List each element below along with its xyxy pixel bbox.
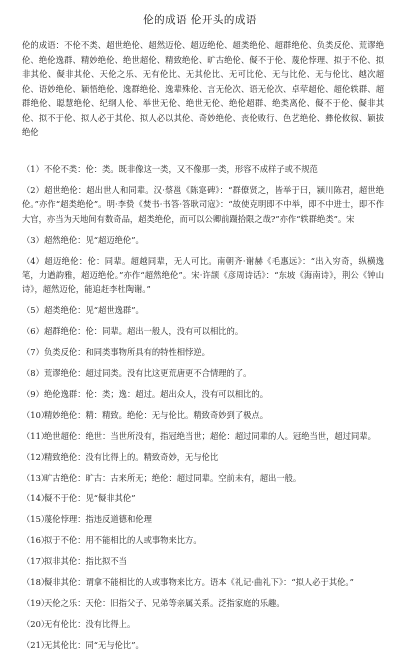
item-number: （4） <box>22 255 44 266</box>
item-number: （1） <box>22 164 44 174</box>
list-item <box>22 254 384 297</box>
item-number: （7） <box>22 347 44 358</box>
item-number: （8） <box>22 367 44 378</box>
item-text: 超世绝伦：超出世人和同辈。汉·蔡邕《陈寔碑》：“群僚贤之，皆举于曰，颍川陈君，超世绝伦。”亦作“超类绝伦”。明·李贽《焚书·书答·答耿司寇》：“故使克明即不中举，即不中进士，即不作大官，亦当为天地间有数奇品，超类绝伦，而可以公卿前蹑拾限之哉?”亦作“轶群绝类”。宋 <box>22 184 384 224</box>
item-text: 拟非其伦：指比拟不当 <box>44 556 127 567</box>
list-item <box>22 554 384 568</box>
item-number: （2） <box>22 184 44 195</box>
item-text: 绝伦逸群：伦：类；逸：超过。超出众人，没有可以相比的。 <box>44 388 269 399</box>
item-text: 负类反伦：和同类事物所具有的特性相悖逆。 <box>44 347 210 358</box>
item-text: 旷古绝伦：旷古：古来所无；绝伦：超过同辈。空前未有，超出一般。 <box>44 472 302 483</box>
item-text: 超类绝伦：见“超世逸群”。 <box>44 305 144 316</box>
item-number: （11） <box>22 430 50 441</box>
item-number: （9） <box>22 388 44 399</box>
item-number: （21） <box>22 639 50 650</box>
item-number: （3） <box>22 234 44 245</box>
list-item <box>22 512 384 526</box>
list-item <box>22 429 384 443</box>
list-item <box>22 471 384 485</box>
list-item <box>22 596 384 610</box>
list-item <box>22 162 384 176</box>
item-number: （5） <box>22 305 44 316</box>
list-item <box>22 617 384 631</box>
item-number: （13） <box>22 472 50 483</box>
item-number: （6） <box>22 326 44 337</box>
item-number: （20） <box>22 618 50 629</box>
list-item <box>22 638 384 652</box>
item-text: 无其伦比：同“无与伦比”。 <box>44 639 144 650</box>
item-text: 超群绝伦：伦：同辈。超出一般人，没有可以相比的。 <box>44 326 244 337</box>
page-title: 伦的成语 伦开头的成语 <box>143 14 257 26</box>
intro-paragraph <box>22 38 384 140</box>
item-text: 拟于不伦：用不能相比的人或事物来比方。 <box>44 535 202 546</box>
item-text: 超迈绝伦：伦：同辈。超越同辈，无人可比。南朝齐·谢赫《毛惠远》：“出入穷奇，纵横逸笔，力遒韵雅，超迈绝伦。”亦作“超然绝伦”。宋·许颉《彦周诗话》：“东坡《海南诗》，荆公《钟山诗》，超然迈伦，能追赶李杜陶谢。” <box>22 255 384 295</box>
list-item <box>22 233 384 247</box>
item-text: 无有伦比：没有比得上。 <box>44 618 136 629</box>
list-item <box>22 324 384 338</box>
list-item <box>22 575 384 589</box>
item-text: 超然绝伦：见“超迈绝伦”。 <box>44 234 144 245</box>
item-number: （10） <box>22 409 50 420</box>
item-number: （18） <box>22 577 50 588</box>
item-number: （16） <box>22 535 50 546</box>
definition-list <box>22 162 384 659</box>
item-text: 儗不于伦：见“儗非其伦” <box>44 493 136 504</box>
list-item <box>22 303 384 317</box>
item-text: 荒谬绝伦：超过同类。没有比这更荒唐更不合情理的了。 <box>44 367 252 378</box>
list-item <box>22 491 384 505</box>
item-text: 儗非其伦：谓拿不能相比的人或事物来比方。语本《礼记·曲礼下》：“拟人必于其伦。” <box>44 577 354 588</box>
list-item <box>22 408 384 422</box>
item-text: 不伦不类：伦：类。既非像这一类，又不像那一类，形容不成样子或不规范 <box>44 164 318 174</box>
item-text: 绝世超伦：绝世：当世所没有，指冠绝当世；超伦：超过同辈的人。冠绝当世，超过同辈。 <box>44 430 376 441</box>
item-text: 天伦之乐：天伦：旧指父子、兄弟等亲属关系。泛指家庭的乐趣。 <box>44 597 285 608</box>
list-item <box>22 183 384 226</box>
item-text: 精致绝伦：没有比得上的。精致奇妙，无与伦比 <box>44 451 219 462</box>
item-number: （19） <box>22 597 50 608</box>
item-number: （14） <box>22 493 50 504</box>
item-number: （12） <box>22 451 50 462</box>
item-text: 蔑伦悖理：指违反道德和伦理 <box>44 514 152 525</box>
intro-text: 伦的成语：不伦不类、超世绝伦、超然迈伦、超迈绝伦、超类绝伦、超群绝伦、负类反伦、荒谬绝伦、绝伦逸群、精妙绝伦、绝世超伦、精致绝伦、旷古绝伦、儗不于伦、蔑伦悖理、拟于不伦、拟非其伦、儗非其伦、天伦之乐、无有伦比、无其伦比、无可比伦、无与比伦、无与伦比、越次超伦、语妙绝伦、颖悟绝伦、逸群绝伦、逸辈殊伦、言无伦次、语无伦次、卓荦超伦、超伦轶群、超群绝伦、聪慧绝伦、纪纲人伦、举世无伦、绝世无伦、绝伦超群、绝类离伦、儗不于伦、儗非其伦、拟不于伦、拟人必于其伦、拟人必以其伦、奇妙绝伦、丧伦败行、色艺绝伦、彝伦攸叙、颖拔绝伦 <box>22 40 384 137</box>
list-item <box>22 387 384 401</box>
item-text: 精妙绝伦：精：精致。绝伦：无与伦比。精致奇妙到了极点。 <box>44 409 269 420</box>
list-item <box>22 450 384 464</box>
item-number: （15） <box>22 514 50 525</box>
list-item <box>22 533 384 547</box>
list-item <box>22 345 384 359</box>
list-item <box>22 366 384 380</box>
item-number: （17） <box>22 556 50 567</box>
